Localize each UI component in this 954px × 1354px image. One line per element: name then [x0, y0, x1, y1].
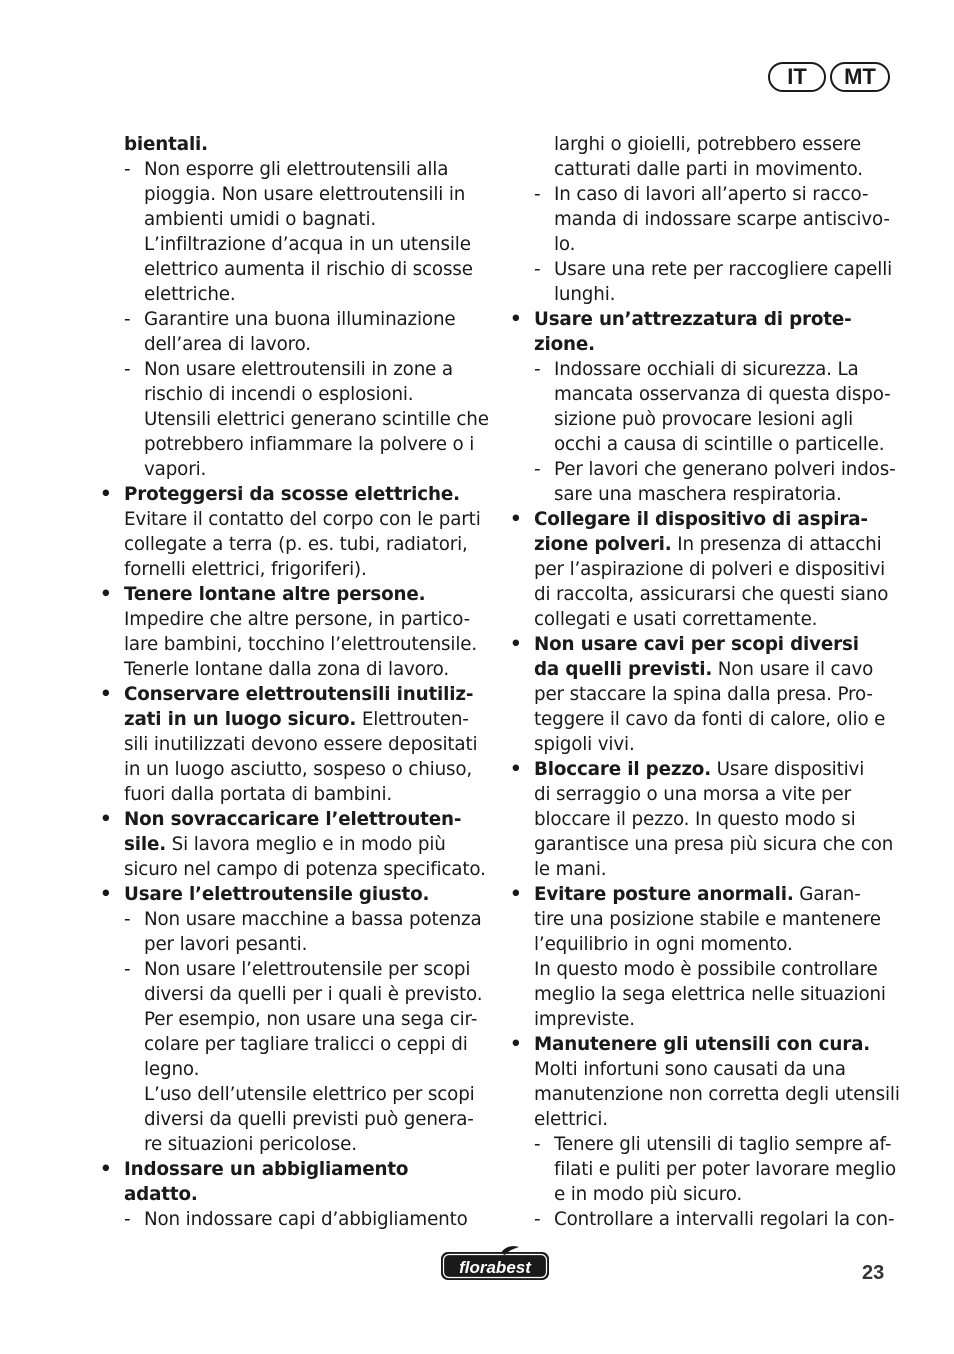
text-line: Per lavori che generano polveri indos- — [554, 459, 896, 480]
section-heading: Tenere lontane altre persone. — [124, 584, 426, 605]
bullet-marker: • — [510, 884, 522, 905]
text-line: legno. — [144, 1059, 200, 1080]
text-line: catturati dalle parti in movimento. — [554, 159, 863, 180]
text-line: vapori. — [144, 459, 207, 480]
section-heading: Bloccare il pezzo. — [534, 759, 712, 780]
list-item — [534, 1207, 894, 1232]
text-segment: Si lavora meglio e in modo più — [166, 834, 446, 855]
bullet-marker: • — [100, 1159, 112, 1180]
section-heading: Evitare posture anormali. — [534, 884, 794, 905]
list-item — [124, 357, 484, 382]
bullet-marker: • — [510, 1034, 522, 1055]
text-segment: Elettrouten- — [356, 709, 469, 730]
text-line: ambienti umidi o bagnati. — [144, 209, 377, 230]
bullet-marker: • — [510, 759, 522, 780]
text-line: lo. — [554, 234, 576, 255]
text-line: garantisce una presa più sicura che con — [534, 834, 894, 855]
text-line: Non esporre gli elettroutensili alla — [144, 159, 449, 180]
list-item — [534, 257, 894, 282]
list-item — [124, 957, 484, 982]
text-line — [124, 832, 484, 857]
section-heading: Non sovraccaricare l’elettrouten- — [124, 809, 462, 830]
text-line: colare per tagliare tralicci o ceppi di — [144, 1034, 468, 1055]
dash-marker: - — [534, 1134, 541, 1155]
text-line: sizione può provocare lesioni agli — [554, 409, 854, 430]
text-line: fornelli elettrici, frigoriferi). — [124, 559, 367, 580]
text-line: filati e puliti per poter lavorare meglio — [554, 1159, 897, 1180]
section-heading: Collegare il dispositivo di aspira- — [534, 509, 868, 530]
text-line: Impedire che altre persone, in partico- — [124, 609, 471, 630]
list-item — [510, 882, 894, 907]
text-line: bientali. — [124, 134, 208, 155]
text-segment: In presenza di attacchi — [671, 534, 882, 555]
text-line: In questo modo è possibile controllare — [534, 959, 878, 980]
text-line: Evitare il contatto del corpo con le parti — [124, 509, 481, 530]
section-heading: Proteggersi da scosse elettriche. — [124, 484, 460, 505]
bullet-marker: • — [100, 484, 112, 505]
bullet-marker: • — [100, 584, 112, 605]
list-item — [124, 157, 484, 182]
text-line: per lavori pesanti. — [144, 934, 308, 955]
text-line: sili inutilizzati devono essere depositati — [124, 734, 478, 755]
text-line: Non usare l’elettroutensile per scopi — [144, 959, 471, 980]
list-item — [124, 907, 484, 932]
language-badge-it: IT — [768, 62, 826, 92]
text-line: rischio di incendi o esplosioni. — [144, 384, 414, 405]
text-line — [124, 707, 484, 732]
text-line: manda di indossare scarpe antiscivo- — [554, 209, 890, 230]
text-line: fuori dalla portata di bambini. — [124, 784, 393, 805]
list-item — [510, 632, 894, 657]
list-item — [100, 882, 484, 907]
section-heading-end: zione. — [534, 334, 595, 355]
section-heading-end: zione polveri. — [534, 534, 672, 555]
right-column — [510, 132, 900, 1232]
text-line: Per esempio, non usare una sega cir- — [144, 1009, 478, 1030]
section-heading: Usare l’elettroutensile giusto. — [124, 884, 430, 905]
text-line — [534, 532, 894, 557]
dash-marker: - — [534, 459, 541, 480]
page-number: 23 — [862, 1262, 885, 1284]
list-item — [534, 182, 894, 207]
text-line: impreviste. — [534, 1009, 635, 1030]
text-line: Utensili elettrici generano scintille che — [144, 409, 489, 430]
text-line: di raccolta, assicurarsi che questi siano — [534, 584, 889, 605]
list-item — [100, 482, 484, 507]
section-heading: Manutenere gli utensili con cura. — [534, 1034, 871, 1055]
text-line: Usare una rete per raccogliere capelli — [554, 259, 893, 280]
text-line: spigoli vivi. — [534, 734, 635, 755]
text-line: tire una posizione stabile e mantenere — [534, 909, 881, 930]
text-line: e in modo più sicuro. — [554, 1184, 743, 1205]
section-heading: Non usare cavi per scopi diversi — [534, 634, 859, 655]
text-line: collegati e usati correttamente. — [534, 609, 818, 630]
dash-marker: - — [124, 909, 131, 930]
dash-marker: - — [534, 184, 541, 205]
section-heading-end: adatto. — [124, 1184, 198, 1205]
text-line: Indossare occhiali di sicurezza. La — [554, 359, 859, 380]
text-line: in un luogo asciutto, sospeso o chiuso, — [124, 759, 473, 780]
list-item — [100, 1157, 484, 1182]
dash-marker: - — [124, 959, 131, 980]
language-badge-mt: MT — [830, 62, 890, 92]
text-line: occhi a causa di scintille o particelle. — [554, 434, 885, 455]
florabest-logo — [439, 1244, 551, 1282]
text-line: elettrico aumenta il rischio di scosse — [144, 259, 473, 280]
text-line: per l’aspirazione di polveri e dispositivi — [534, 559, 886, 580]
text-line: dell’area di lavoro. — [144, 334, 311, 355]
text-line: re situazioni pericolose. — [144, 1134, 357, 1155]
text-line: teggere il cavo da fonti di calore, olio e — [534, 709, 886, 730]
list-item — [100, 682, 484, 707]
dash-marker: - — [124, 309, 131, 330]
section-heading-end: sile. — [124, 834, 167, 855]
dash-marker: - — [124, 1209, 131, 1230]
section-heading: Usare un’attrezzatura di prote- — [534, 309, 852, 330]
text-segment: Non usare il cavo — [712, 659, 874, 680]
section-heading: Conservare elettroutensili inutiliz- — [124, 684, 474, 705]
text-line: Tenere gli utensili di taglio sempre af- — [554, 1134, 892, 1155]
dash-marker: - — [124, 159, 131, 180]
text-line: Non usare macchine a bassa potenza — [144, 909, 482, 930]
list-item — [100, 582, 484, 607]
section-heading-end: zati in un luogo sicuro. — [124, 709, 357, 730]
text-line: per staccare la spina dalla presa. Pro- — [534, 684, 873, 705]
section-heading: Indossare un abbigliamento — [124, 1159, 409, 1180]
text-line: Non usare elettroutensili in zone a — [144, 359, 453, 380]
text-line: sare una maschera respiratoria. — [554, 484, 842, 505]
text-line: Molti infortuni sono causati da una — [534, 1059, 846, 1080]
dash-marker: - — [534, 359, 541, 380]
bullet-marker: • — [100, 684, 112, 705]
text-line: sicuro nel campo di potenza specificato. — [124, 859, 486, 880]
text-line: lunghi. — [554, 284, 616, 305]
text-line: meglio la sega elettrica nelle situazioni — [534, 984, 886, 1005]
list-item — [510, 307, 894, 332]
list-item — [534, 457, 894, 482]
left-column — [100, 132, 489, 1232]
text-line: L’uso dell’utensile elettrico per scopi — [144, 1084, 475, 1105]
bullet-marker: • — [100, 809, 112, 830]
text-line: larghi o gioielli, potrebbero essere — [554, 134, 861, 155]
bullet-marker: • — [510, 509, 522, 530]
text-line: Non indossare capi d’abbigliamento — [144, 1209, 468, 1230]
text-line: elettrici. — [534, 1109, 608, 1130]
text-line: bloccare il pezzo. In questo modo si — [534, 809, 856, 830]
list-item — [510, 757, 894, 782]
list-item — [510, 507, 894, 532]
list-item — [510, 1032, 894, 1057]
text-line: manutenzione non corretta degli utensili — [534, 1084, 900, 1105]
text-line: elettriche. — [144, 284, 236, 305]
section-heading-end: da quelli previsti. — [534, 659, 713, 680]
text-segment: Garan- — [793, 884, 861, 905]
text-line: Garantire una buona illuminazione — [144, 309, 456, 330]
text-line: collegate a terra (p. es. tubi, radiatori, — [124, 534, 468, 555]
text-line: diversi da quelli per i quali è previsto. — [144, 984, 483, 1005]
text-line: di serraggio o una morsa a vite per — [534, 784, 851, 805]
text-line: Controllare a intervalli regolari la con- — [554, 1209, 895, 1230]
text-line: l’equilibrio in ogni momento. — [534, 934, 793, 955]
dash-marker: - — [124, 359, 131, 380]
text-line: L’infiltrazione d’acqua in un utensile — [144, 234, 471, 255]
text-line: potrebbero infiammare la polvere o i — [144, 434, 475, 455]
text-line: diversi da quelli previsti può genera- — [144, 1109, 474, 1130]
text-line: le mani. — [534, 859, 607, 880]
text-line: In caso di lavori all’aperto si racco- — [554, 184, 869, 205]
list-item — [534, 357, 894, 382]
text-line — [534, 657, 894, 682]
list-item — [124, 307, 484, 332]
list-item — [124, 1207, 484, 1232]
text-line: lare bambini, tocchino l’elettroutensile. — [124, 634, 478, 655]
dash-marker: - — [534, 1209, 541, 1230]
text-line: pioggia. Non usare elettroutensili in — [144, 184, 466, 205]
text-segment: Usare dispositivi — [711, 759, 865, 780]
list-item — [100, 807, 484, 832]
bullet-marker: • — [510, 634, 522, 655]
text-line: Tenerle lontane dalla zona di lavoro. — [124, 659, 450, 680]
bullet-marker: • — [510, 309, 522, 330]
list-item — [534, 1132, 894, 1157]
dash-marker: - — [534, 259, 541, 280]
text-line: mancata osservanza di questa dispo- — [554, 384, 891, 405]
bullet-marker: • — [100, 884, 112, 905]
logo-wordmark: florabest — [459, 1258, 531, 1277]
